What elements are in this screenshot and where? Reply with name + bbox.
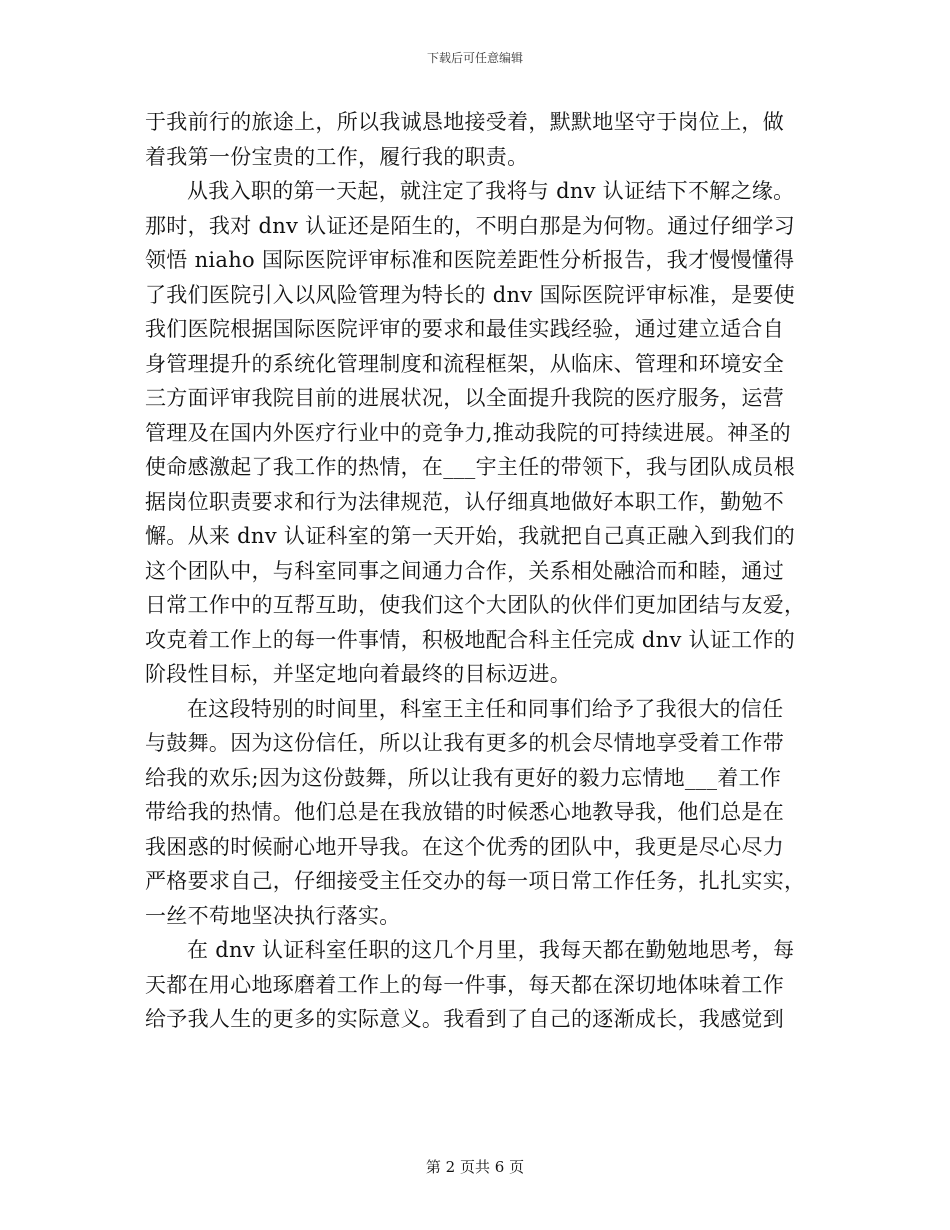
- text-line: 着我第一份宝贵的工作，履行我的职责。: [145, 144, 529, 169]
- text-line: 给我的欢乐;因为这份鼓舞，所以让我有更好的毅力忘情地___着工作: [145, 765, 782, 790]
- text-line: 天都在用心地琢磨着工作上的每一件事，每天都在深切地体味着工作: [145, 972, 784, 997]
- text-line: 身管理提升的系统化管理制度和流程框架，从临床、管理和环境安全: [145, 351, 784, 376]
- text-line: 我们医院根据国际医院评审的要求和最佳实践经验，通过建立适合自: [145, 317, 784, 341]
- text-line: 懈。从来 dnv 认证科室的第一天开始，我就把自己真正融入到我们的: [145, 524, 796, 548]
- text-line: 于我前行的旅途上，所以我诚恳地接受着，默默地坚守于岗位上，做: [145, 110, 784, 134]
- text-line: 攻克着工作上的每一件事情，积极地配合科主任完成 dnv 认证工作的: [145, 627, 796, 652]
- document-body: [145, 105, 805, 1037]
- text-line: 给予我人生的更多的实际意义。我看到了自己的逐渐成长，我感觉到: [145, 1007, 784, 1031]
- text-line: 日常工作中的互帮互助，使我们这个大团队的伙伴们更加团结与友爱，: [145, 593, 806, 617]
- text-line: 据岗位职责要求和行为法律规范，认仔细真地做好本职工作，勤勉不: [145, 489, 784, 514]
- text-line: 带给我的热情。他们总是在我放错的时候悉心地教导我，他们总是在: [145, 800, 784, 824]
- text-line: 这个团队中，与科室同事之间通力合作，关系相处融洽而和睦，通过: [145, 558, 784, 583]
- paragraph-first-line: 从我入职的第一天起，就注定了我将与 dnv 认证结下不解之缘。: [187, 179, 795, 203]
- paragraph-first-line: 在 dnv 认证科室任职的这几个月里，我每天都在勤勉地思考，每: [187, 938, 795, 962]
- paragraph-first-line: 在这段特别的时间里，科室王主任和同事们给予了我很大的信任: [187, 696, 784, 721]
- text-line: 领悟 niaho 国际医院评审标准和医院差距性分析报告，我才慢慢懂得: [145, 248, 795, 272]
- text-line: 了我们医院引入以风险管理为特长的 dnv 国际医院评审标准，是要使: [145, 282, 796, 307]
- text-line: 一丝不苟地坚决执行落实。: [145, 903, 401, 928]
- text-line: 阶段性目标，并坚定地向着最终的目标迈进。: [145, 662, 571, 686]
- text-line: 使命感激起了我工作的热情，在___宇主任的带领下，我与团队成员根: [145, 455, 796, 479]
- text-line: 管理及在国内外医疗行业中的竞争力,推动我院的可持续进展。神圣的: [145, 420, 791, 445]
- text-line: 那时，我对 dnv 认证还是陌生的，不明白那是为何物。通过仔细学习: [145, 213, 796, 238]
- text-line: 三方面评审我院目前的进展状况，以全面提升我院的医疗服务，运营: [145, 386, 784, 410]
- text-line: 与鼓舞。因为这份信任，所以让我有更多的机会尽情地享受着工作带: [145, 731, 784, 755]
- page-number: 第 2 页共 6 页: [425, 1158, 525, 1176]
- text-line: 我困惑的时候耐心地开导我。在这个优秀的团队中，我更是尽心尽力: [145, 834, 784, 859]
- text-line: 严格要求自己，仔细接受主任交办的每一项日常工作任务，扎扎实实，: [145, 869, 806, 893]
- page-header: 下载后可任意编辑: [426, 51, 523, 65]
